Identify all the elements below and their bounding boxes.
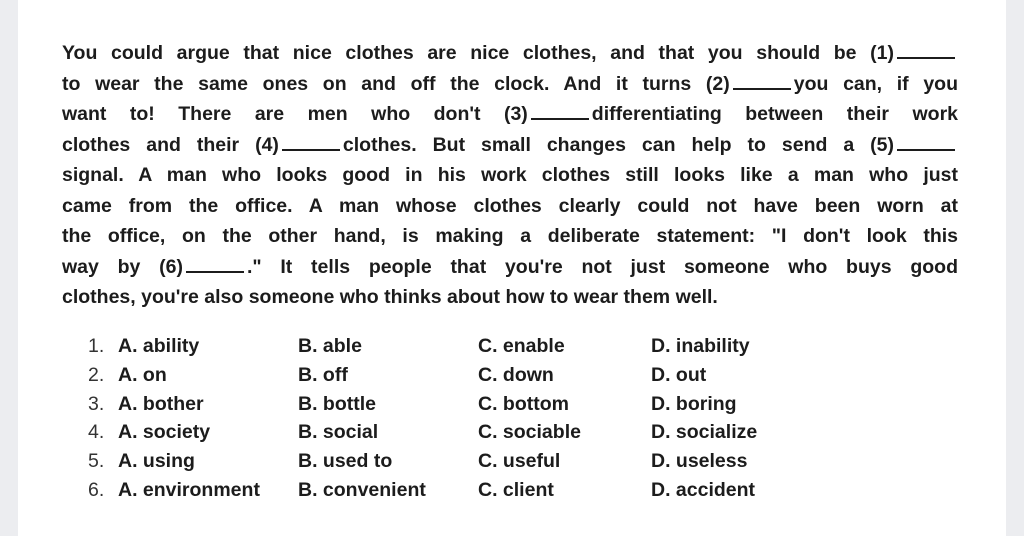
option-b: B. convenient	[298, 478, 426, 501]
passage-text: you can, if you	[793, 72, 958, 95]
option-b: B. used to	[298, 450, 393, 473]
cloze-passage	[62, 38, 958, 313]
question-row	[88, 390, 811, 419]
passage-line	[62, 252, 958, 283]
answer-blank-4	[282, 133, 340, 151]
option-b: B. bottle	[298, 392, 376, 415]
answer-options	[88, 332, 811, 505]
passage-line	[62, 221, 958, 252]
passage-text: want to! There are men who don't (3)	[62, 103, 528, 125]
option-c: C. down	[478, 363, 554, 386]
question-row	[88, 361, 811, 390]
option-a: A. using	[118, 450, 195, 473]
option-c: C. client	[478, 478, 554, 501]
passage-line	[62, 69, 958, 100]
option-a: A. bother	[118, 392, 204, 415]
passage-line	[62, 130, 958, 161]
question-number: 1.	[88, 335, 105, 357]
question-number: 2.	[88, 363, 105, 386]
answer-blank-3	[531, 102, 589, 120]
passage-line	[62, 160, 958, 191]
question-row	[88, 476, 811, 505]
option-c: C. sociable	[478, 421, 581, 444]
option-a: A. on	[118, 363, 167, 386]
worksheet-page	[18, 0, 1006, 536]
question-row	[88, 418, 811, 447]
option-c: C. bottom	[478, 392, 569, 415]
option-d: D. inability	[651, 335, 750, 357]
answer-blank-6	[186, 255, 244, 273]
passage-line	[62, 99, 958, 130]
passage-text: way by (6)	[62, 255, 183, 278]
question-number: 3.	[88, 392, 105, 415]
option-b: B. able	[298, 335, 362, 357]
passage-text: differentiating between their work	[591, 103, 958, 125]
option-c: C. useful	[478, 450, 561, 473]
question-number: 5.	[88, 450, 105, 473]
passage-text: You could argue that nice clothes are nice clothes, and that you should be (1)	[62, 42, 894, 64]
option-c: C. enable	[478, 335, 565, 357]
passage-text: signal. A man who looks good in his work clothes still looks like a man who just	[62, 164, 958, 186]
option-a: A. environment	[118, 478, 260, 501]
passage-text: clothes, you're also someone who thinks about how to wear them well.	[62, 286, 718, 308]
option-d: D. socialize	[651, 421, 758, 444]
option-b: B. off	[298, 363, 348, 386]
option-a: A. society	[118, 421, 211, 444]
answer-blank-1	[897, 41, 955, 59]
option-d: D. accident	[651, 478, 756, 501]
option-d: D. out	[651, 363, 707, 386]
answer-blank-2	[733, 72, 791, 90]
passage-text: the office, on the other hand, is making a deliberate statement: "I don't look this	[62, 225, 958, 247]
option-b: B. social	[298, 421, 379, 444]
question-number: 6.	[88, 478, 105, 501]
option-d: D. useless	[651, 450, 748, 473]
passage-line	[62, 282, 958, 313]
passage-text: clothes. But small changes can help to send a (5)	[342, 133, 895, 156]
option-d: D. boring	[651, 392, 737, 415]
question-row	[88, 447, 811, 476]
answer-blank-5	[897, 133, 955, 151]
passage-line	[62, 38, 958, 69]
passage-text: came from the office. A man whose clothes clearly could not have been worn at	[62, 194, 958, 217]
passage-text: ." It tells people that you're not just someone who buys good	[246, 255, 958, 278]
option-a: A. ability	[118, 335, 200, 357]
passage-text: clothes and their (4)	[62, 133, 279, 156]
question-row	[88, 332, 811, 361]
passage-text: to wear the same ones on and off the clock. And it turns (2)	[62, 72, 730, 95]
passage-line	[62, 191, 958, 222]
question-number: 4.	[88, 421, 105, 444]
